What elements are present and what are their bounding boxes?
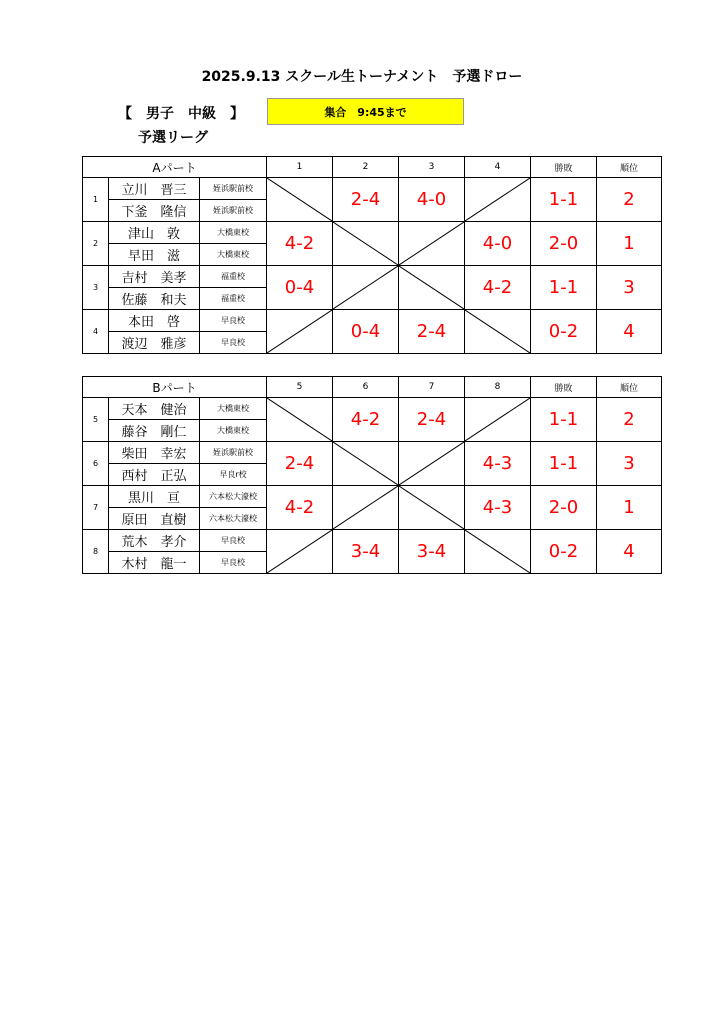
diagonal-line [399, 442, 464, 485]
player-name: 黒川 亘 [109, 486, 200, 508]
result-cell [465, 398, 531, 442]
player-name: 早田 滋 [109, 244, 200, 266]
result-cell: 0-4 [267, 266, 333, 310]
diagonal-line [333, 442, 398, 485]
player-name: 渡辺 雅彦 [109, 332, 200, 354]
rank-cell: 2 [597, 398, 662, 442]
result-cell: 2-4 [333, 178, 399, 222]
school-name: 大橋東校 [200, 420, 267, 442]
player-row [83, 310, 662, 332]
diagonal-line [465, 310, 530, 353]
rank-header: 順位 [597, 157, 662, 178]
school-name: 大橋東校 [200, 244, 267, 266]
result-cell [399, 266, 465, 310]
school-name: 早良r校 [200, 464, 267, 486]
opponent-header: 3 [399, 157, 465, 178]
player-name: 津山 敦 [109, 222, 200, 244]
self-match-cross [465, 178, 530, 221]
result-cell [399, 442, 465, 486]
player-name: 原田 直樹 [109, 508, 200, 530]
school-name: 早良校 [200, 552, 267, 574]
result-cell [333, 486, 399, 530]
player-name: 天本 健治 [109, 398, 200, 420]
opponent-header: 8 [465, 377, 531, 398]
player-row [83, 178, 662, 200]
result-cell [465, 530, 531, 574]
result-cell [333, 442, 399, 486]
school-name: 福重校 [200, 288, 267, 310]
diagonal-line [399, 486, 464, 529]
diagonal-line [465, 398, 530, 441]
pair-number: 2 [83, 222, 109, 266]
player-name: 藤谷 剛仁 [109, 420, 200, 442]
player-row [83, 266, 662, 288]
pair-number: 8 [83, 530, 109, 574]
result-cell: 3-4 [333, 530, 399, 574]
result-cell [465, 178, 531, 222]
gather-time-badge: 集合 9:45まで [267, 98, 464, 125]
diagonal-line [267, 398, 332, 441]
school-name: 姪浜駅前校 [200, 178, 267, 200]
self-match-cross [399, 266, 464, 309]
player-name: 柴田 幸宏 [109, 442, 200, 464]
player-name: 佐藤 和夫 [109, 288, 200, 310]
result-cell [267, 310, 333, 354]
record-cell: 2-0 [531, 222, 597, 266]
record-header: 勝敗 [531, 157, 597, 178]
rank-cell: 1 [597, 222, 662, 266]
diagonal-line [333, 486, 398, 529]
opponent-header: 6 [333, 377, 399, 398]
result-cell [333, 222, 399, 266]
diagonal-line [465, 178, 530, 221]
pair-number: 4 [83, 310, 109, 354]
header-row [83, 157, 662, 178]
result-cell [399, 222, 465, 266]
self-match-cross [399, 486, 464, 529]
self-match-cross [333, 442, 398, 485]
page-title: 2025.9.13 スクール生トーナメント 予選ドロー [201, 69, 523, 85]
result-cell: 4-0 [399, 178, 465, 222]
record-cell: 2-0 [531, 486, 597, 530]
school-name: 姪浜駅前校 [200, 442, 267, 464]
result-cell: 4-2 [333, 398, 399, 442]
opponent-header: 1 [267, 157, 333, 178]
self-match-cross [465, 310, 530, 353]
diagonal-line [267, 530, 332, 573]
school-name: 早良校 [200, 530, 267, 552]
self-match-cross [465, 398, 530, 441]
record-cell: 1-1 [531, 398, 597, 442]
rank-cell: 2 [597, 178, 662, 222]
school-name: 六本松大濠校 [200, 486, 267, 508]
result-cell [399, 486, 465, 530]
part-name: Aパート [83, 157, 267, 178]
pair-number: 5 [83, 398, 109, 442]
result-cell: 4-3 [465, 486, 531, 530]
record-cell: 1-1 [531, 266, 597, 310]
self-match-cross [333, 486, 398, 529]
self-match-cross [267, 398, 332, 441]
result-cell: 4-2 [267, 222, 333, 266]
rank-cell: 1 [597, 486, 662, 530]
rank-cell: 3 [597, 266, 662, 310]
diagonal-line [333, 222, 398, 265]
school-name: 姪浜駅前校 [200, 200, 267, 222]
pair-number: 1 [83, 178, 109, 222]
diagonal-line [267, 310, 332, 353]
part-a-table [82, 156, 662, 354]
record-cell: 0-2 [531, 310, 597, 354]
result-cell: 4-2 [465, 266, 531, 310]
record-cell: 0-2 [531, 530, 597, 574]
opponent-header: 7 [399, 377, 465, 398]
player-name: 荒木 孝介 [109, 530, 200, 552]
player-row [83, 486, 662, 508]
result-cell [333, 266, 399, 310]
part-name: Bパート [83, 377, 267, 398]
header-row [83, 377, 662, 398]
school-name: 早良校 [200, 332, 267, 354]
category-label: 【 男子 中級 】 [118, 106, 244, 122]
result-cell [267, 530, 333, 574]
result-cell [267, 398, 333, 442]
school-name: 福重校 [200, 266, 267, 288]
result-cell: 4-0 [465, 222, 531, 266]
player-name: 木村 龍一 [109, 552, 200, 574]
opponent-header: 5 [267, 377, 333, 398]
diagonal-line [465, 530, 530, 573]
pair-number: 7 [83, 486, 109, 530]
player-row [83, 222, 662, 244]
result-cell: 4-3 [465, 442, 531, 486]
result-cell [465, 310, 531, 354]
result-cell: 3-4 [399, 530, 465, 574]
rank-cell: 3 [597, 442, 662, 486]
school-name: 大橋東校 [200, 222, 267, 244]
player-row [83, 442, 662, 464]
diagonal-line [399, 222, 464, 265]
self-match-cross [333, 222, 398, 265]
record-header: 勝敗 [531, 377, 597, 398]
rank-cell: 4 [597, 530, 662, 574]
player-row [83, 398, 662, 420]
result-cell: 2-4 [399, 310, 465, 354]
record-cell: 1-1 [531, 178, 597, 222]
rank-header: 順位 [597, 377, 662, 398]
result-cell [267, 178, 333, 222]
opponent-header: 4 [465, 157, 531, 178]
diagonal-line [333, 266, 398, 309]
player-name: 下釜 隆信 [109, 200, 200, 222]
self-match-cross [267, 530, 332, 573]
diagonal-line [399, 266, 464, 309]
self-match-cross [465, 530, 530, 573]
part-b-table [82, 376, 662, 574]
player-name: 吉村 美孝 [109, 266, 200, 288]
league-label: 予選リーグ [138, 130, 208, 146]
result-cell: 2-4 [399, 398, 465, 442]
opponent-header: 2 [333, 157, 399, 178]
self-match-cross [333, 266, 398, 309]
pair-number: 3 [83, 266, 109, 310]
player-name: 本田 啓 [109, 310, 200, 332]
rank-cell: 4 [597, 310, 662, 354]
school-name: 大橋東校 [200, 398, 267, 420]
school-name: 早良校 [200, 310, 267, 332]
player-name: 西村 正弘 [109, 464, 200, 486]
self-match-cross [399, 442, 464, 485]
player-row [83, 530, 662, 552]
self-match-cross [267, 310, 332, 353]
self-match-cross [399, 222, 464, 265]
result-cell: 4-2 [267, 486, 333, 530]
result-cell: 0-4 [333, 310, 399, 354]
diagonal-line [267, 178, 332, 221]
result-cell: 2-4 [267, 442, 333, 486]
school-name: 六本松大濠校 [200, 508, 267, 530]
pair-number: 6 [83, 442, 109, 486]
player-name: 立川 晋三 [109, 178, 200, 200]
record-cell: 1-1 [531, 442, 597, 486]
self-match-cross [267, 178, 332, 221]
